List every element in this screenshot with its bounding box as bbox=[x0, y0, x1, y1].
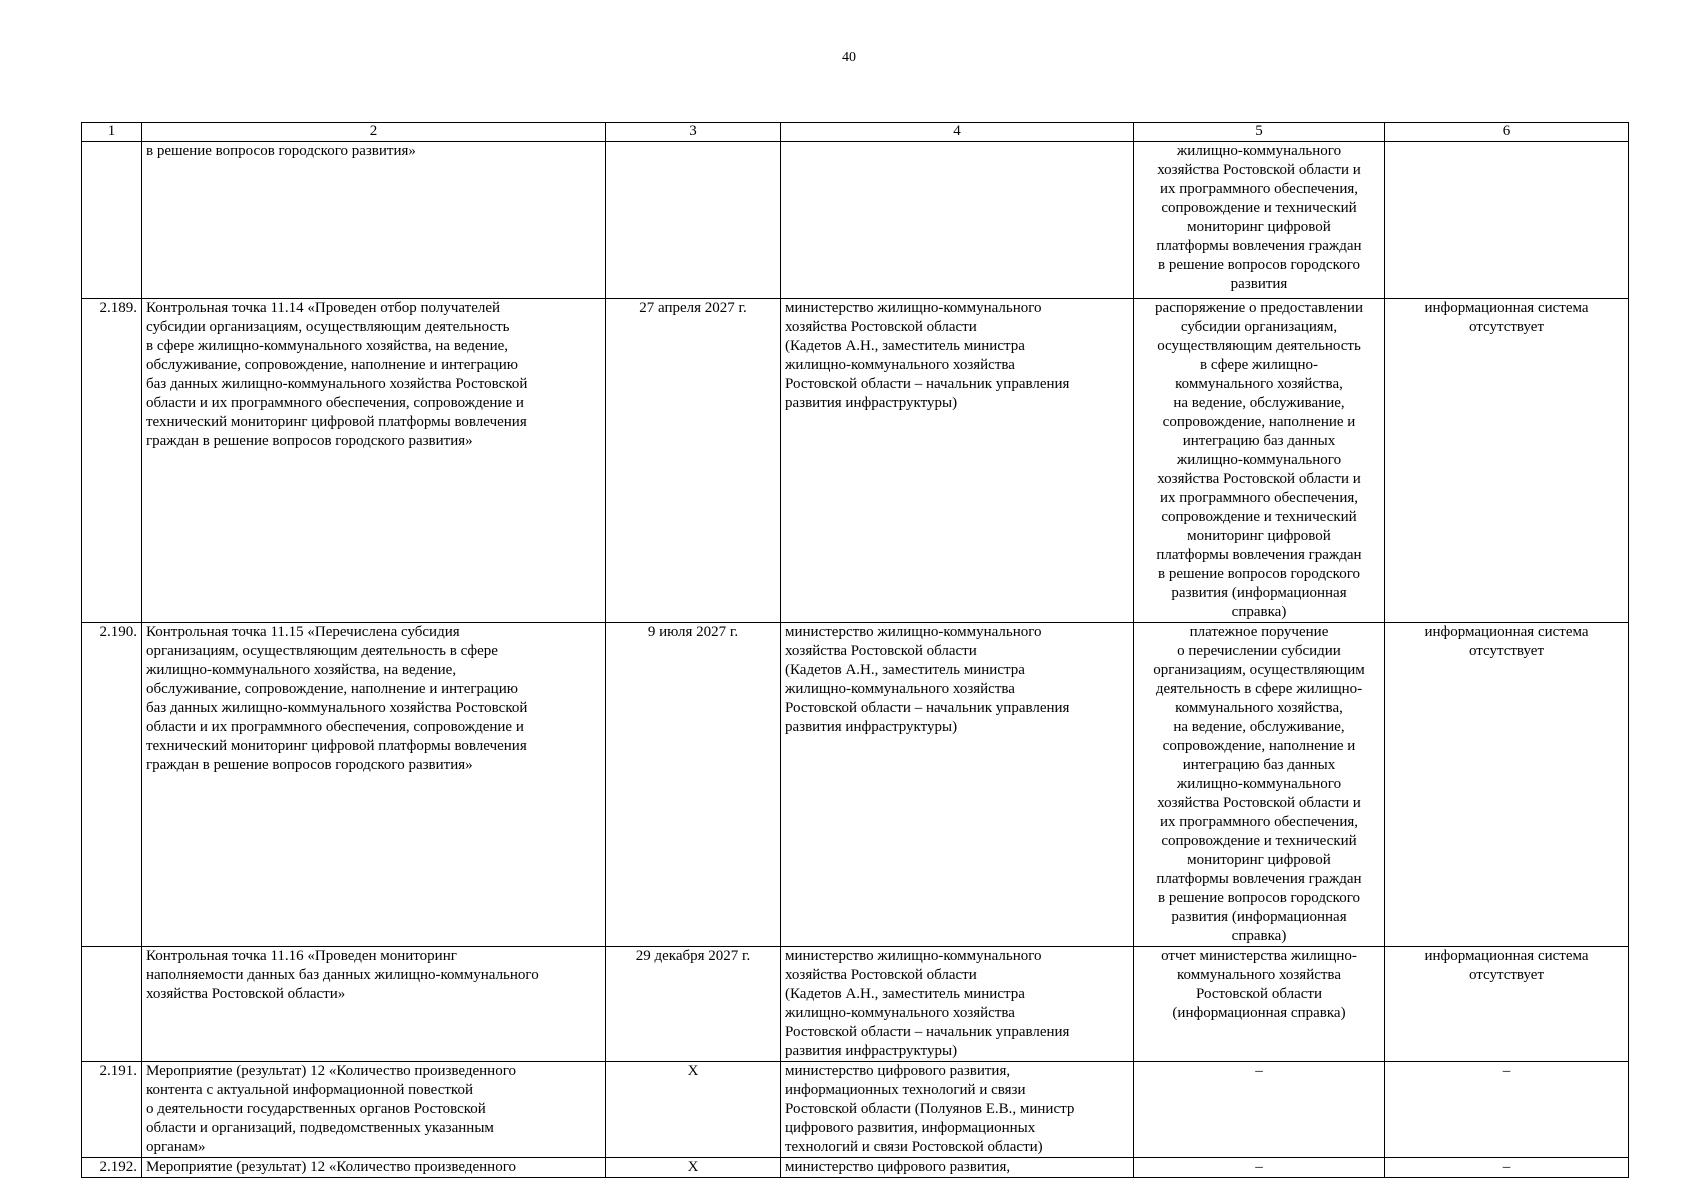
row-responsible: министерство жилищно-коммунального хозяйства Ростовской области (Кадетов А.Н., заместитель министра жилищно-коммунального хозяйства Ростовской области – начальник управления развития инфраструктуры) bbox=[781, 623, 1134, 947]
row-number: 2.189. bbox=[82, 299, 142, 623]
row-system: информационная система отсутствует bbox=[1385, 947, 1629, 1062]
header-row bbox=[82, 123, 1629, 142]
row-name: в решение вопросов городского развития» bbox=[142, 142, 606, 299]
column-header-6: 6 bbox=[1385, 123, 1629, 142]
row-name: Мероприятие (результат) 12 «Количество произведенного bbox=[142, 1158, 606, 1178]
row-name: Контрольная точка 11.14 «Проведен отбор получателей субсидии организациям, осуществляющим деятельность в сфере жилищно-коммунального хозяйства, на ведение, обслуживание, сопровождение, наполнение и интеграцию баз данных жилищно-коммунального хозяйства Ростовской области и их программного обеспечения, сопровождение и технический мониторинг цифровой платформы вовлечения граждан в решение вопросов городского развития» bbox=[142, 299, 606, 623]
row-system: информационная система отсутствует bbox=[1385, 623, 1629, 947]
column-header-3: 3 bbox=[606, 123, 781, 142]
row-name: Контрольная точка 11.15 «Перечислена субсидия организациям, осуществляющим деятельность в сфере жилищно-коммунального хозяйства, на ведение, обслуживание, сопровождение, наполнение и интеграцию баз данных жилищно-коммунального хозяйства Ростовской области и их программного обеспечения, сопровождение и технический мониторинг цифровой платформы вовлечения граждан в решение вопросов городского развития» bbox=[142, 623, 606, 947]
row-number: 2.191. bbox=[82, 1062, 142, 1158]
table-row bbox=[82, 1158, 1629, 1178]
table-row bbox=[82, 142, 1629, 299]
column-header-4: 4 bbox=[781, 123, 1134, 142]
row-date: 27 апреля 2027 г. bbox=[606, 299, 781, 623]
row-responsible: министерство жилищно-коммунального хозяйства Ростовской области (Кадетов А.Н., заместитель министра жилищно-коммунального хозяйства Ростовской области – начальник управления развития инфраструктуры) bbox=[781, 947, 1134, 1062]
row-document: – bbox=[1134, 1062, 1385, 1158]
row-date bbox=[606, 142, 781, 299]
table-row bbox=[82, 1062, 1629, 1158]
row-document: распоряжение о предоставлении субсидии организациям, осуществляющим деятельность в сфере жилищно- коммунального хозяйства, на ведение, обслуживание, сопровождение, наполнение и интеграцию баз данных жилищно-коммунального хозяйства Ростовской области и их программного обеспечения, сопровождение и технический мониторинг цифровой платформы вовлечения граждан в решение вопросов городского развития (информационная справка) bbox=[1134, 299, 1385, 623]
row-number: 2.190. bbox=[82, 623, 142, 947]
column-header-2: 2 bbox=[142, 123, 606, 142]
table-row bbox=[82, 623, 1629, 947]
row-number bbox=[82, 947, 142, 1062]
row-number bbox=[82, 142, 142, 299]
column-header-5: 5 bbox=[1134, 123, 1385, 142]
row-responsible bbox=[781, 142, 1134, 299]
page-number: 40 bbox=[842, 50, 856, 65]
row-name: Мероприятие (результат) 12 «Количество произведенного контента с актуальной информационной повесткой о деятельности государственных органов Ростовской области и организаций, подведомственных указанным органам» bbox=[142, 1062, 606, 1158]
column-header-1: 1 bbox=[82, 123, 142, 142]
row-system: – bbox=[1385, 1158, 1629, 1178]
row-document: платежное поручение о перечислении субсидии организациям, осуществляющим деятельность в сфере жилищно- коммунального хозяйства, на ведение, обслуживание, сопровождение, наполнение и интеграцию баз данных жилищно-коммунального хозяйства Ростовской области и их программного обеспечения, сопровождение и технический мониторинг цифровой платформы вовлечения граждан в решение вопросов городского развития (информационная справка) bbox=[1134, 623, 1385, 947]
row-system: информационная система отсутствует bbox=[1385, 299, 1629, 623]
row-responsible: министерство цифрового развития, информационных технологий и связи Ростовской области (Полуянов Е.В., министр цифрового развития, информационных технологий и связи Ростовской области) bbox=[781, 1062, 1134, 1158]
row-system bbox=[1385, 142, 1629, 299]
plan-table bbox=[81, 122, 1629, 1178]
table-row bbox=[82, 947, 1629, 1062]
row-date: Х bbox=[606, 1062, 781, 1158]
row-date: 29 декабря 2027 г. bbox=[606, 947, 781, 1062]
row-document: отчет министерства жилищно- коммунального хозяйства Ростовской области (информационная справка) bbox=[1134, 947, 1385, 1062]
row-date: Х bbox=[606, 1158, 781, 1178]
row-responsible: министерство цифрового развития, bbox=[781, 1158, 1134, 1178]
row-name: Контрольная точка 11.16 «Проведен мониторинг наполняемости данных баз данных жилищно-коммунального хозяйства Ростовской области» bbox=[142, 947, 606, 1062]
row-number: 2.192. bbox=[82, 1158, 142, 1178]
table-row bbox=[82, 299, 1629, 623]
row-date: 9 июля 2027 г. bbox=[606, 623, 781, 947]
row-responsible: министерство жилищно-коммунального хозяйства Ростовской области (Кадетов А.Н., заместитель министра жилищно-коммунального хозяйства Ростовской области – начальник управления развития инфраструктуры) bbox=[781, 299, 1134, 623]
row-document: – bbox=[1134, 1158, 1385, 1178]
row-document: жилищно-коммунального хозяйства Ростовской области и их программного обеспечения, сопровождение и технический мониторинг цифровой платформы вовлечения граждан в решение вопросов городского развития bbox=[1134, 142, 1385, 299]
row-system: – bbox=[1385, 1062, 1629, 1158]
